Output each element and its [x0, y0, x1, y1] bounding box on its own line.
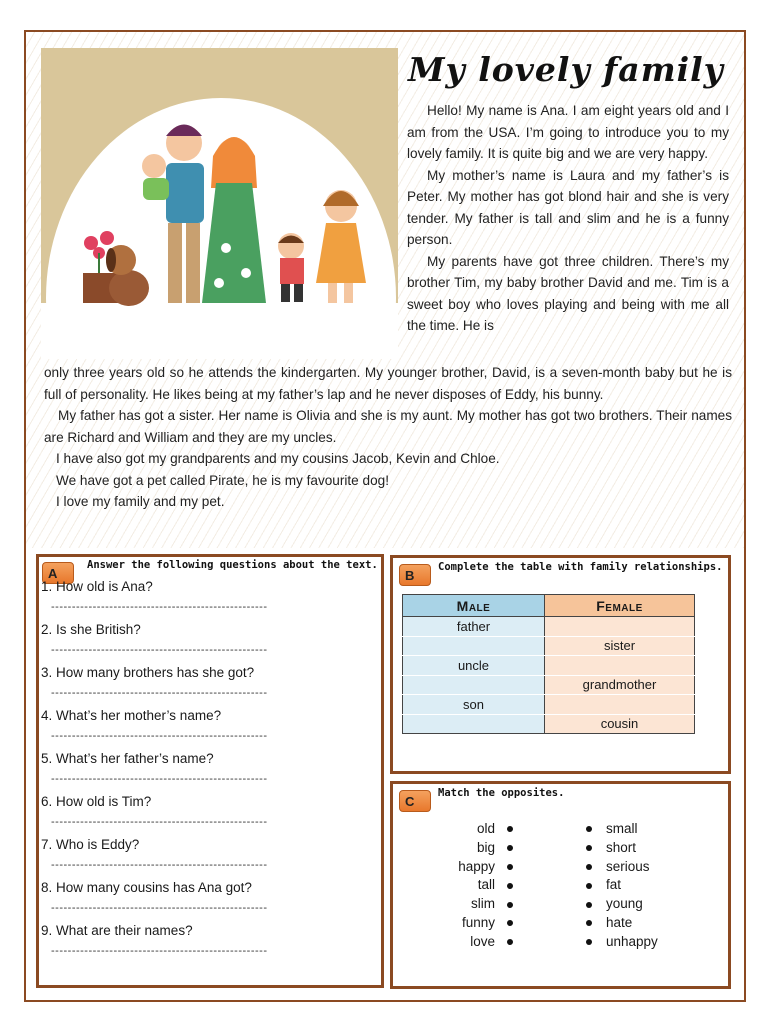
- question-text: 6. How old is Tim?: [41, 794, 152, 809]
- question-text: 2. Is she British?: [41, 622, 141, 637]
- answer-line[interactable]: ----------------------------------------------------: [51, 902, 268, 914]
- female-header: Female: [545, 595, 695, 617]
- opposite-word: young: [606, 896, 643, 912]
- opposite-word: short: [606, 839, 637, 855]
- story-paragraph: I have also got my grandparents and my cousins Jacob, Kevin and Chloe.: [56, 451, 500, 466]
- story-paragraph: Hello! My name is Ana. I am eight years old and I am from the USA. I’m going to introduce you to my lovely family. It is quite big and we are very happy.: [407, 103, 729, 161]
- opposites-left-column: [413, 820, 513, 952]
- female-cell[interactable]: [545, 656, 695, 676]
- answer-line[interactable]: ----------------------------------------------------: [51, 730, 268, 742]
- question-item: [41, 663, 371, 706]
- opposite-word-row[interactable]: [586, 876, 706, 895]
- opposite-word-row[interactable]: [413, 895, 513, 914]
- table-row: [403, 695, 695, 715]
- male-cell[interactable]: [403, 636, 545, 656]
- question-item: [41, 577, 371, 620]
- female-cell[interactable]: grandmother: [545, 675, 695, 695]
- female-cell[interactable]: [545, 617, 695, 637]
- question-text: 9. What are their names?: [41, 923, 193, 938]
- family-illustration: [41, 48, 398, 359]
- male-cell[interactable]: [403, 675, 545, 695]
- match-dot[interactable]: [586, 845, 592, 851]
- table-row: [403, 617, 695, 637]
- match-dot[interactable]: [586, 902, 592, 908]
- match-dot[interactable]: [507, 845, 513, 851]
- story-text-right: [407, 100, 729, 337]
- question-item: [41, 620, 371, 663]
- table-row: [403, 656, 695, 676]
- question-item: [41, 835, 371, 878]
- opposite-word-row[interactable]: [413, 914, 513, 933]
- match-dot[interactable]: [586, 864, 592, 870]
- story-paragraph: My father has got a sister. Her name is Olivia and she is my aunt. My mother has got two brothers. Their names are Richard and William and they are my uncles.: [44, 408, 732, 445]
- story-paragraph: My mother’s name is Laura and my father’s is Peter. My mother has got blond hair and she is very tender. My father is tall and slim and he is a funny person.: [407, 167, 729, 247]
- female-cell[interactable]: [545, 695, 695, 715]
- section-c-box: [390, 781, 731, 989]
- opposite-word-row[interactable]: [586, 914, 706, 933]
- answer-line[interactable]: ----------------------------------------------------: [51, 816, 268, 828]
- section-c-instruction: Match the opposites.: [438, 787, 565, 799]
- opposites-right-column: [586, 820, 706, 952]
- question-text: 7. Who is Eddy?: [41, 837, 140, 852]
- story-paragraph: My parents have got three children. There’s my brother Tim, my baby brother David and me. Tim is a sweet boy who loves playing and being with me all the time. He is: [407, 253, 729, 333]
- table-row: [403, 714, 695, 734]
- opposite-word: unhappy: [606, 933, 658, 949]
- match-dot[interactable]: [586, 920, 592, 926]
- male-cell[interactable]: uncle: [403, 656, 545, 676]
- opposite-word: slim: [471, 896, 495, 912]
- opposite-word-row[interactable]: [586, 858, 706, 877]
- question-item: [41, 749, 371, 792]
- question-item: [41, 792, 371, 835]
- opposite-word-row[interactable]: [586, 933, 706, 952]
- section-b-instruction: Complete the table with family relationships.: [438, 561, 723, 573]
- table-row: [403, 636, 695, 656]
- opposite-word: love: [470, 933, 495, 949]
- answer-line[interactable]: ----------------------------------------------------: [51, 773, 268, 785]
- match-dot[interactable]: [507, 864, 513, 870]
- opposite-word-row[interactable]: [413, 933, 513, 952]
- question-text: 4. What’s her mother’s name?: [41, 708, 222, 723]
- section-a-box: [36, 554, 384, 988]
- opposite-word-row[interactable]: [413, 876, 513, 895]
- answer-line[interactable]: ----------------------------------------------------: [51, 601, 268, 613]
- question-item: [41, 706, 371, 749]
- story-paragraph: only three years old so he attends the kindergarten. My younger brother, David, is a seven-month baby but he is full of personality. He likes being at my father’s lap and he never disposes of Eddy, his bunny.: [44, 365, 732, 402]
- opposite-word: hate: [606, 914, 633, 930]
- match-dot[interactable]: [586, 826, 592, 832]
- opposite-word-row[interactable]: [586, 895, 706, 914]
- story-text-full: [44, 362, 732, 513]
- match-dot[interactable]: [507, 826, 513, 832]
- opposite-word: old: [476, 821, 495, 836]
- question-item: [41, 878, 371, 921]
- opposite-word: funny: [461, 914, 495, 930]
- question-list: [41, 577, 371, 964]
- answer-line[interactable]: ----------------------------------------------------: [51, 644, 268, 656]
- male-cell[interactable]: father: [403, 617, 545, 637]
- opposite-word-row[interactable]: [413, 820, 513, 839]
- section-a-tag: A: [42, 562, 74, 584]
- section-b-tag: B: [399, 564, 431, 586]
- opposite-word: big: [476, 839, 495, 855]
- opposite-word: tall: [477, 877, 495, 893]
- match-dot[interactable]: [586, 939, 592, 945]
- opposite-word: small: [606, 821, 638, 836]
- opposite-word-row[interactable]: [413, 858, 513, 877]
- answer-line[interactable]: ----------------------------------------------------: [51, 687, 268, 699]
- opposite-word-row[interactable]: [413, 839, 513, 858]
- story-title: My lovely family: [408, 50, 724, 89]
- male-cell[interactable]: son: [403, 695, 545, 715]
- section-b-box: [390, 555, 731, 774]
- question-text: 5. What’s her father’s name?: [41, 751, 214, 766]
- opposite-word: fat: [606, 877, 622, 893]
- story-paragraph: We have got a pet called Pirate, he is my favourite dog!: [56, 472, 389, 488]
- female-cell[interactable]: sister: [545, 636, 695, 656]
- question-item: [41, 921, 371, 964]
- section-a-instruction: Answer the following questions about the text.: [87, 559, 378, 571]
- match-dot[interactable]: [507, 883, 513, 889]
- question-text: 8. How many cousins has Ana got?: [41, 880, 252, 895]
- opposite-word: happy: [458, 858, 495, 874]
- match-dot[interactable]: [507, 902, 513, 908]
- male-header: Male: [403, 595, 545, 617]
- opposite-word-row[interactable]: [586, 839, 706, 858]
- answer-line[interactable]: ----------------------------------------------------: [51, 859, 268, 871]
- question-text: 3. How many brothers has she got?: [41, 665, 255, 680]
- table-row: [403, 675, 695, 695]
- female-cell[interactable]: cousin: [545, 714, 695, 734]
- match-dot[interactable]: [507, 939, 513, 945]
- answer-line[interactable]: ----------------------------------------------------: [51, 945, 268, 957]
- story-paragraph: I love my family and my pet.: [56, 494, 225, 509]
- match-dot[interactable]: [586, 883, 592, 889]
- section-c-tag: C: [399, 790, 431, 812]
- match-dot[interactable]: [507, 920, 513, 926]
- opposite-word: serious: [606, 858, 650, 874]
- relationship-table: [402, 594, 695, 734]
- opposite-word-row[interactable]: [586, 820, 706, 839]
- question-text: 1. How old is Ana?: [41, 579, 153, 594]
- male-cell[interactable]: [403, 714, 545, 734]
